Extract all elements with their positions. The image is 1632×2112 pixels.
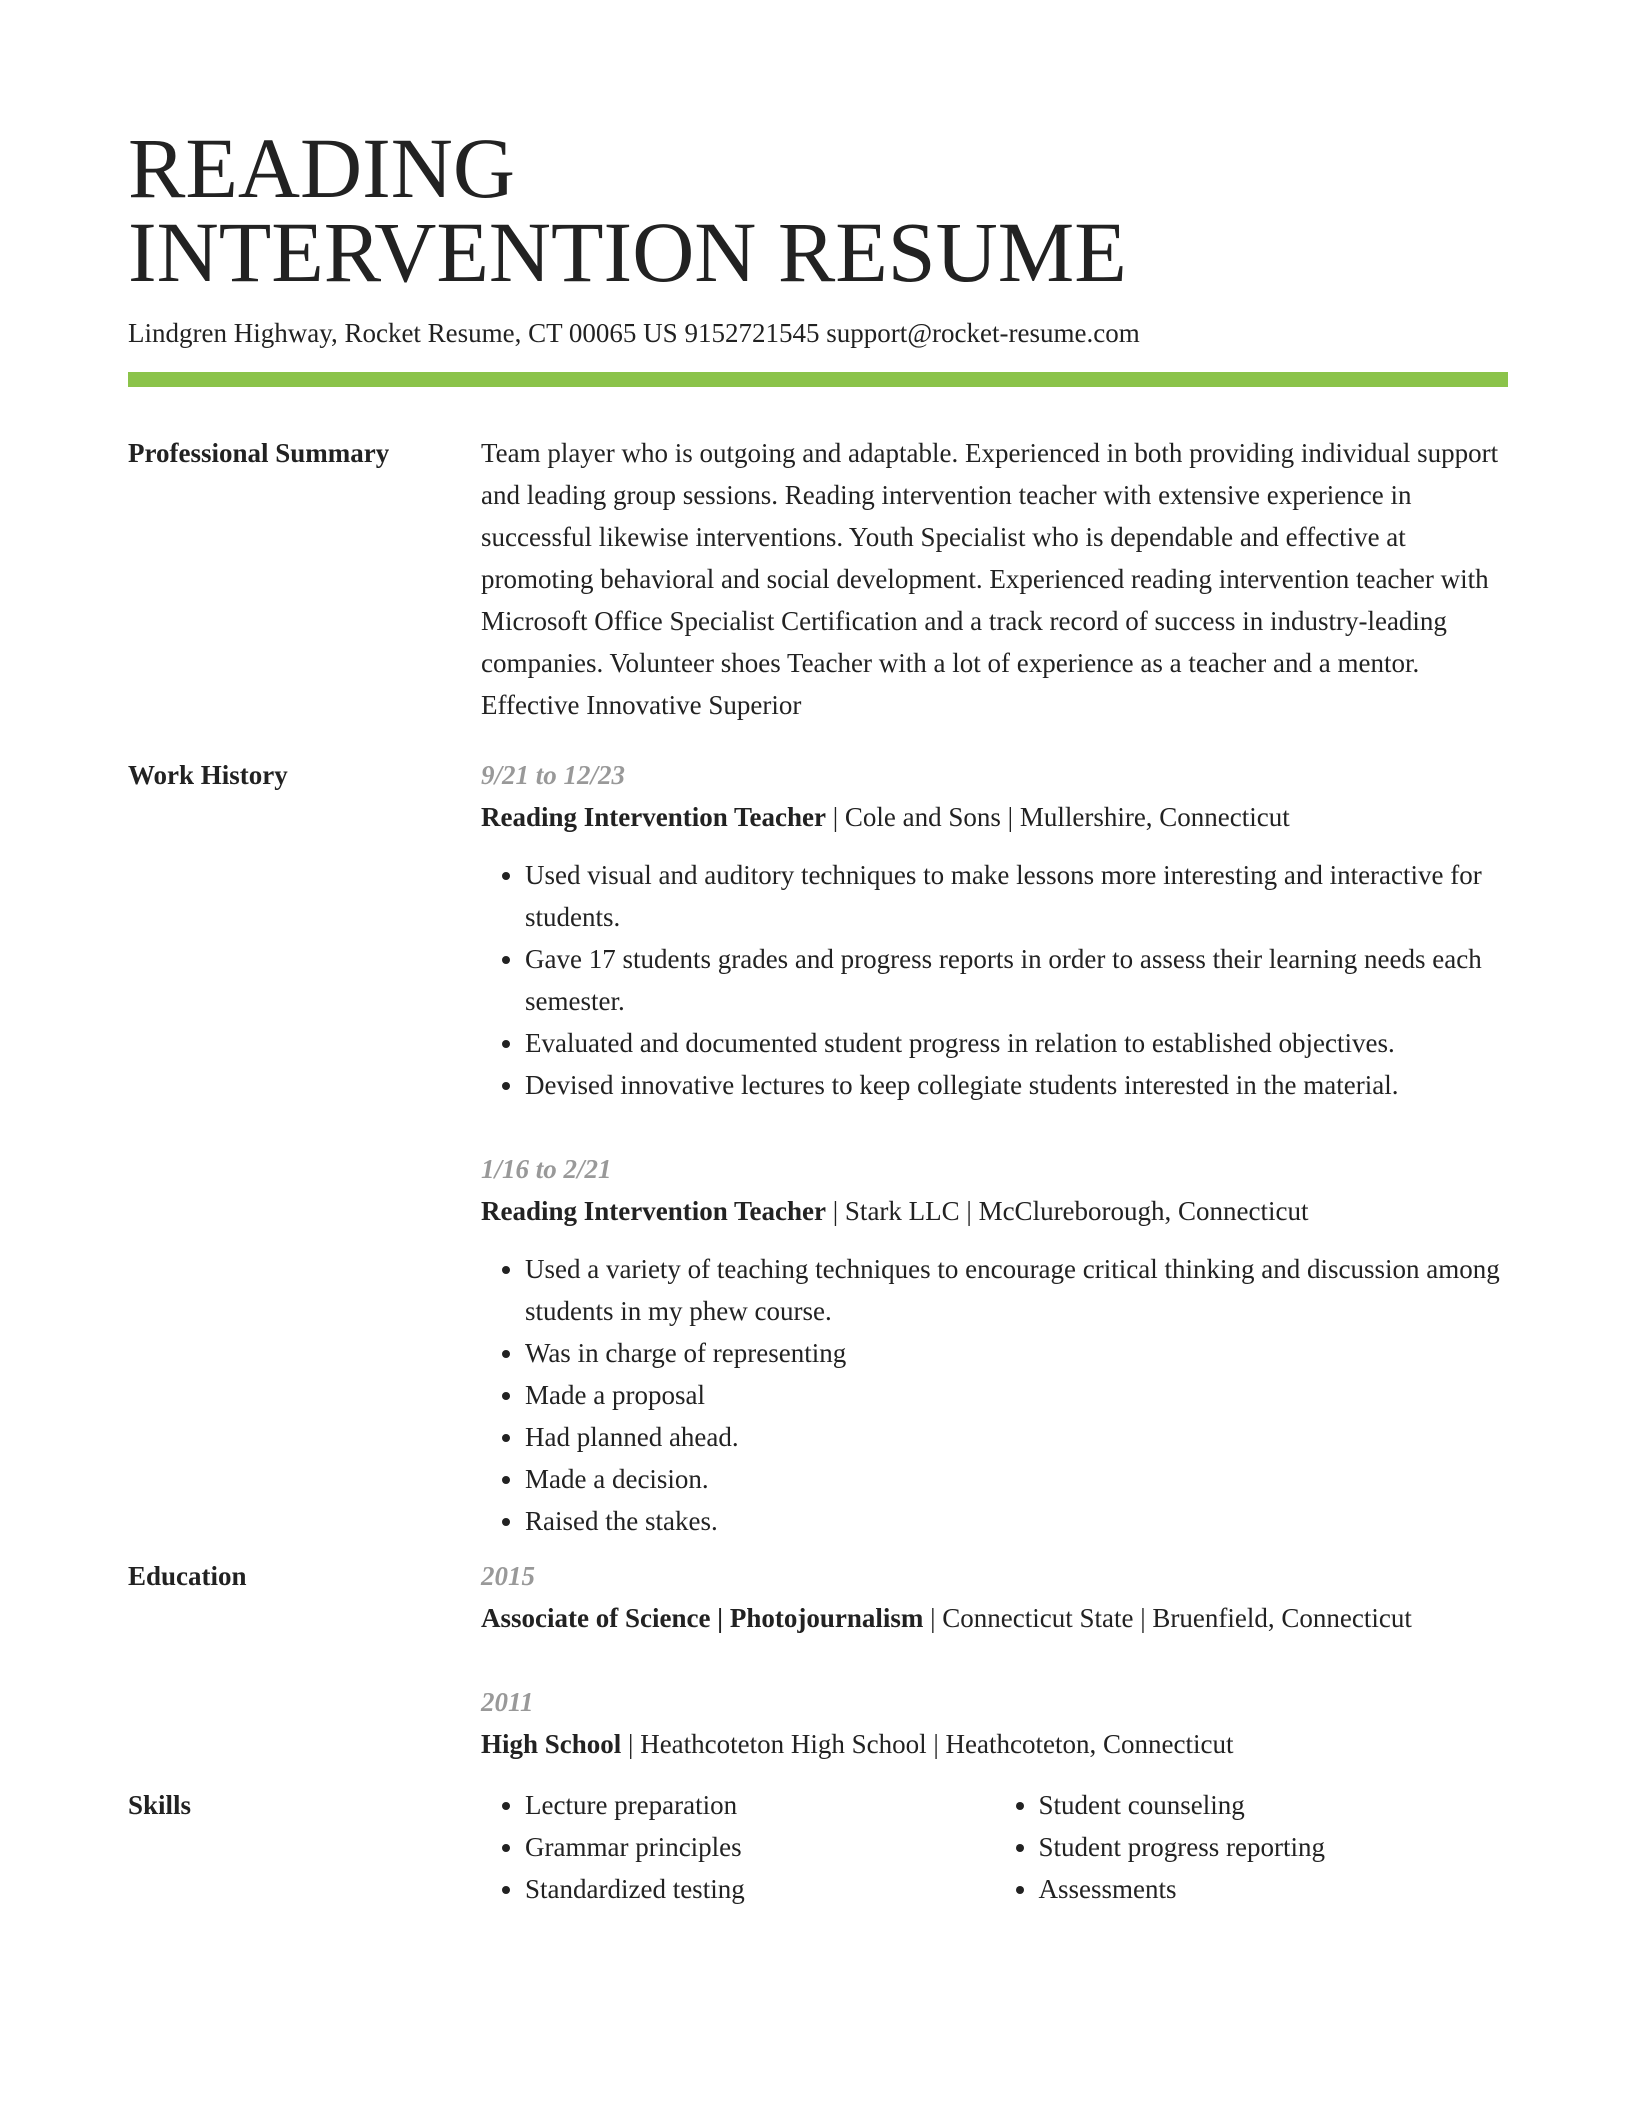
job-title: Reading Intervention Teacher	[481, 802, 827, 832]
list-item: • Used visual and auditory techniques to make lessons more interesting and interactive for students.	[525, 854, 1508, 938]
list-item: • Lecture preparation	[525, 1784, 995, 1826]
list-item: • Used a variety of teaching techniques to encourage critical thinking and discussion among students in my phew course.	[525, 1248, 1508, 1332]
education-entry	[481, 1681, 1508, 1765]
list-item: • Student progress reporting	[1039, 1826, 1509, 1868]
job-details: | Cole and Sons | Mullershire, Connecticut	[826, 802, 1290, 832]
job-details: | Stark LLC | McClureborough, Connecticut	[826, 1196, 1309, 1226]
education-degree-line	[481, 1723, 1508, 1765]
job-bullets	[481, 854, 1508, 1106]
list-item: • Grammar principles	[525, 1826, 995, 1868]
education-entry	[481, 1555, 1508, 1639]
job-dates: 1/16 to 2/21	[481, 1154, 612, 1184]
work-history-body	[481, 754, 1508, 1542]
title-line-2: INTERVENTION RESUME	[128, 204, 1127, 300]
job-bullets	[481, 1248, 1508, 1542]
job-title: Reading Intervention Teacher	[481, 1196, 827, 1226]
job-entry	[481, 1148, 1508, 1542]
list-item: • Gave 17 students grades and progress reports in order to assess their learning needs each semester.	[525, 938, 1508, 1022]
skills-label: Skills	[128, 1790, 192, 1820]
education-degree: High School	[481, 1729, 622, 1759]
job-role	[481, 796, 1508, 838]
education-label: Education	[128, 1561, 247, 1591]
entry-spacer	[481, 1106, 1508, 1148]
list-item: • Devised innovative lectures to keep collegiate students interested in the material.	[525, 1064, 1508, 1106]
work-history-label: Work History	[128, 760, 288, 790]
list-item: • Was in charge of representing	[525, 1332, 1508, 1374]
education-year: 2015	[481, 1561, 535, 1591]
list-item: • Standardized testing	[525, 1868, 995, 1910]
list-item: • Assessments	[1039, 1868, 1509, 1910]
summary-label: Professional Summary	[128, 438, 390, 468]
summary-text: Team player who is outgoing and adaptable. Experienced in both providing individual support and leading group sessions. Reading intervention teacher with extensive experience in successful likewise interventions. Youth Specialist who is dependable and effective at promoting behavioral and social development. Experienced reading intervention teacher with Microsoft Office Specialist Certification and a track record of success in industry-leading companies. Volunteer shoes Teacher with a lot of experience as a teacher and a mentor. Effective Innovative Superior	[481, 438, 1499, 720]
list-item: • Made a decision.	[525, 1458, 1508, 1500]
education-body	[481, 1555, 1508, 1765]
job-entry	[481, 754, 1508, 1106]
list-item: • Raised the stakes.	[525, 1500, 1508, 1542]
skills-body	[481, 1784, 1508, 1910]
job-role	[481, 1190, 1508, 1232]
education-degree-line	[481, 1597, 1508, 1639]
education-year: 2011	[481, 1687, 534, 1717]
list-item: • Evaluated and documented student progress in relation to established objectives.	[525, 1022, 1508, 1064]
entry-spacer	[481, 1639, 1508, 1681]
education-details: | Heathcoteton High School | Heathcoteton, Connecticut	[621, 1729, 1234, 1759]
title-line-1: READING	[128, 120, 515, 216]
education-details: | Connecticut State | Bruenfield, Connecticut	[923, 1603, 1412, 1633]
contact-line: Lindgren Highway, Rocket Resume, CT 00065 US 9152721545 support@rocket-resume.com	[128, 318, 1140, 348]
accent-divider	[128, 372, 1508, 387]
education-degree: Associate of Science | Photojournalism	[481, 1603, 924, 1633]
list-item: • Had planned ahead.	[525, 1416, 1508, 1458]
job-dates: 9/21 to 12/23	[481, 760, 626, 790]
skills-column-1	[481, 1784, 995, 1910]
list-item: • Made a proposal	[525, 1374, 1508, 1416]
list-item: • Student counseling	[1039, 1784, 1509, 1826]
resume-title	[128, 120, 1508, 300]
skills-column-2	[995, 1784, 1509, 1910]
